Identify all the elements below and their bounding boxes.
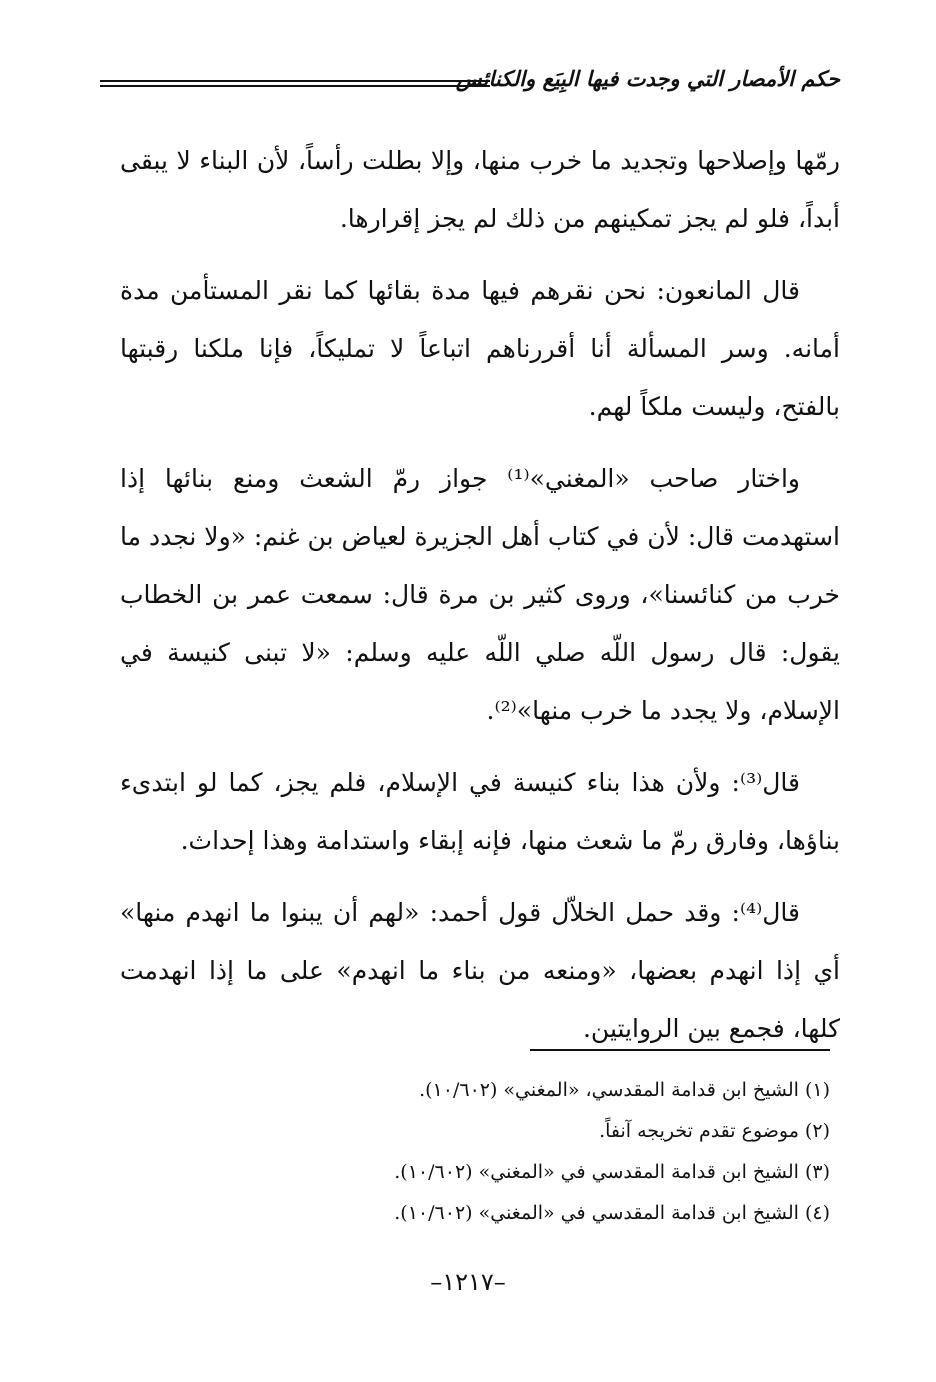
page-number: –١٢١٧– [430, 1268, 506, 1296]
paragraph-3: واختار صاحب «المغني»⁽¹⁾ جواز رمّ الشعث ومنع بنائها إذا استهدمت قال: لأن في كتاب أهل الجزيرة لعياض بن غنم: «ولا نجدد ما خرب من كنائسنا»، وروى كثير بن مرة قال: سمعت عمر بن الخطاب يقول: قال رسول اللّه صلي اللّه عليه وسلم: «لا تبنى كنيسة في الإسلام، ولا يجدد ما خرب منها»⁽²⁾. [120, 464, 840, 725]
running-header [100, 66, 840, 106]
paragraph-2: قال المانعون: نحن نقرهم فيها مدة بقائها كما نقر المستأمن مدة أمانه. وسر المسألة أنا أقررناهم اتباعاً لا تمليكاً، فإنا ملكنا رقبتها بالفتح، وليست ملكاً لهم. [120, 276, 840, 421]
header-double-rule [100, 80, 490, 89]
paragraph-5: قال⁽⁴⁾: وقد حمل الخلاّل قول أحمد: «لهم أن يبنوا ما انهدم منها» أي إذا انهدم بعضها، «ومنعه من بناء ما انهدم» على ما إذا انهدمت كلها، فجمع بين الروايتين. [120, 898, 840, 1043]
paragraph-4: قال⁽³⁾: ولأن هذا بناء كنيسة في الإسلام، فلم يجز، كما لو ابتدىء بناؤها، وفارق رمّ ما شعث منها، فإنه إبقاء واستدامة وهذا إحداث. [120, 768, 840, 855]
footnotes [200, 1070, 830, 1234]
footnote-3: (٣) الشيخ ابن قدامة المقدسي في «المغني» (١٠/٦٠٢). [394, 1161, 830, 1183]
header-title: حكم الأمصار التي وجدت فيها البِيَع والكنائس [455, 66, 840, 91]
paragraph-1: رمّها وإصلاحها وتجديد ما خرب منها، وإلا بطلت رأساً، لأن البناء لا يبقى أبداً، فلو لم يجز تمكينهم من ذلك لم يجز إقرارها. [120, 146, 840, 233]
footnote-1: (١) الشيخ ابن قدامة المقدسي، «المغني» (١٠/٦٠٢). [419, 1079, 830, 1101]
footnote-4: (٤) الشيخ ابن قدامة المقدسي في «المغني» (١٠/٦٠٢). [394, 1202, 830, 1224]
footnote-separator [530, 1049, 830, 1051]
footnote-2: (٢) موضوع تقدم تخريجه آنفاً. [599, 1120, 830, 1142]
body-text [120, 132, 840, 1072]
